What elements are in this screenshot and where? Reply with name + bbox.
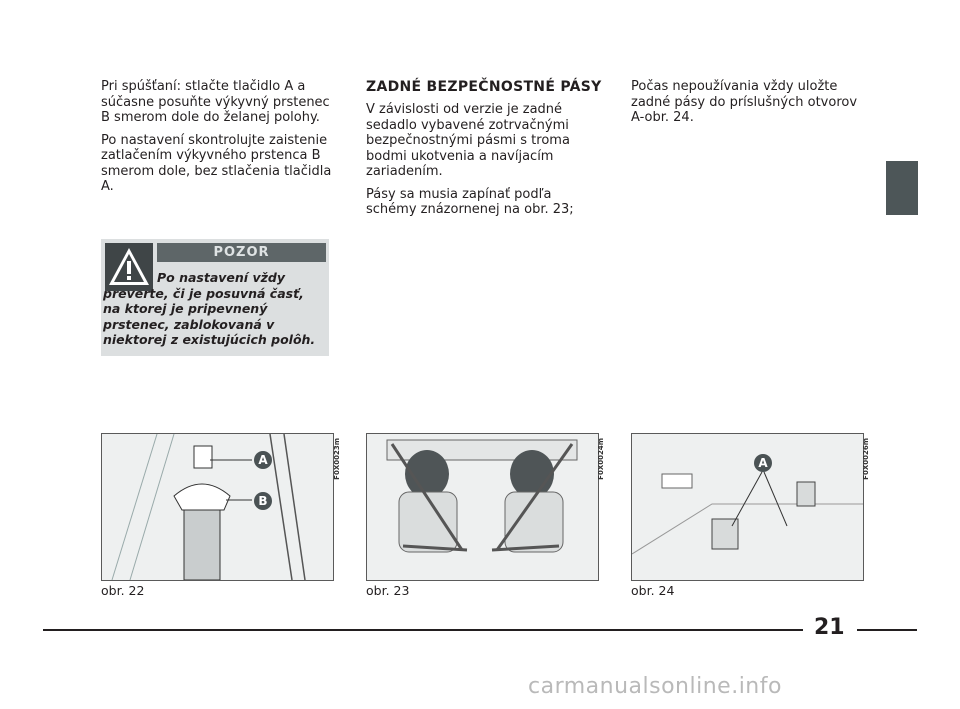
paragraph: V závislosti od verzie je zadné sedadlo vybavené zotrvačnými bezpečnostnými pásmi s troma bodmi ukotvenia a navíjacím zariadením. bbox=[366, 102, 570, 179]
warning-text: Po nastavení vždy preverte, či je posuvná časť, na ktorej je pripevnený prstenec, zablokovaná v niektorej z existujúcich polôh. bbox=[103, 270, 316, 347]
marker-b: B bbox=[254, 492, 272, 510]
belt-storage-illustration bbox=[632, 434, 863, 580]
watermark: carmanualsonline.info bbox=[528, 674, 782, 699]
figure-24 bbox=[631, 433, 864, 581]
paragraph: Po nastavení skontrolujte zaistenie zatlačením výkyvného prstenca B smerom dole, bez stlačenia tlačidla A. bbox=[101, 132, 332, 194]
column-1 bbox=[101, 79, 336, 202]
seatbelt-adjuster-illustration bbox=[102, 434, 333, 580]
section-tab bbox=[886, 161, 918, 215]
figure-code: F0X0023m bbox=[333, 438, 341, 480]
marker-a: A bbox=[254, 451, 272, 469]
paragraph: Pásy sa musia zapínať podľa schémy znázornenej na obr. 23; bbox=[366, 186, 574, 217]
figure-caption: obr. 23 bbox=[366, 583, 410, 598]
column-3 bbox=[631, 79, 867, 133]
figure-caption: obr. 22 bbox=[101, 583, 145, 598]
figure-code: F0X0026m bbox=[862, 438, 870, 480]
section-heading: ZADNÉ BEZPEČNOSTNÉ PÁSY bbox=[366, 79, 602, 95]
figure-23 bbox=[366, 433, 599, 581]
warning-label: POZOR bbox=[157, 243, 326, 262]
paragraph: Počas nepoužívania vždy uložte zadné pásy do príslušných otvorov A-obr. 24. bbox=[631, 79, 858, 125]
warning-box bbox=[101, 239, 329, 356]
figure-code: F0X0024m bbox=[597, 438, 605, 480]
footer-rule bbox=[43, 629, 803, 631]
paragraph: Pri spúšťaní: stlačte tlačidlo A a súčasne posuňte výkyvný prstenec B smerom dole do želanej polohy. bbox=[101, 79, 330, 125]
figure-22 bbox=[101, 433, 334, 581]
footer-rule bbox=[857, 629, 917, 631]
column-2 bbox=[366, 79, 602, 225]
page-number: 21 bbox=[814, 615, 845, 640]
marker-a: A bbox=[754, 454, 772, 472]
figure-caption: obr. 24 bbox=[631, 583, 675, 598]
rear-seat-belts-illustration bbox=[367, 434, 598, 580]
